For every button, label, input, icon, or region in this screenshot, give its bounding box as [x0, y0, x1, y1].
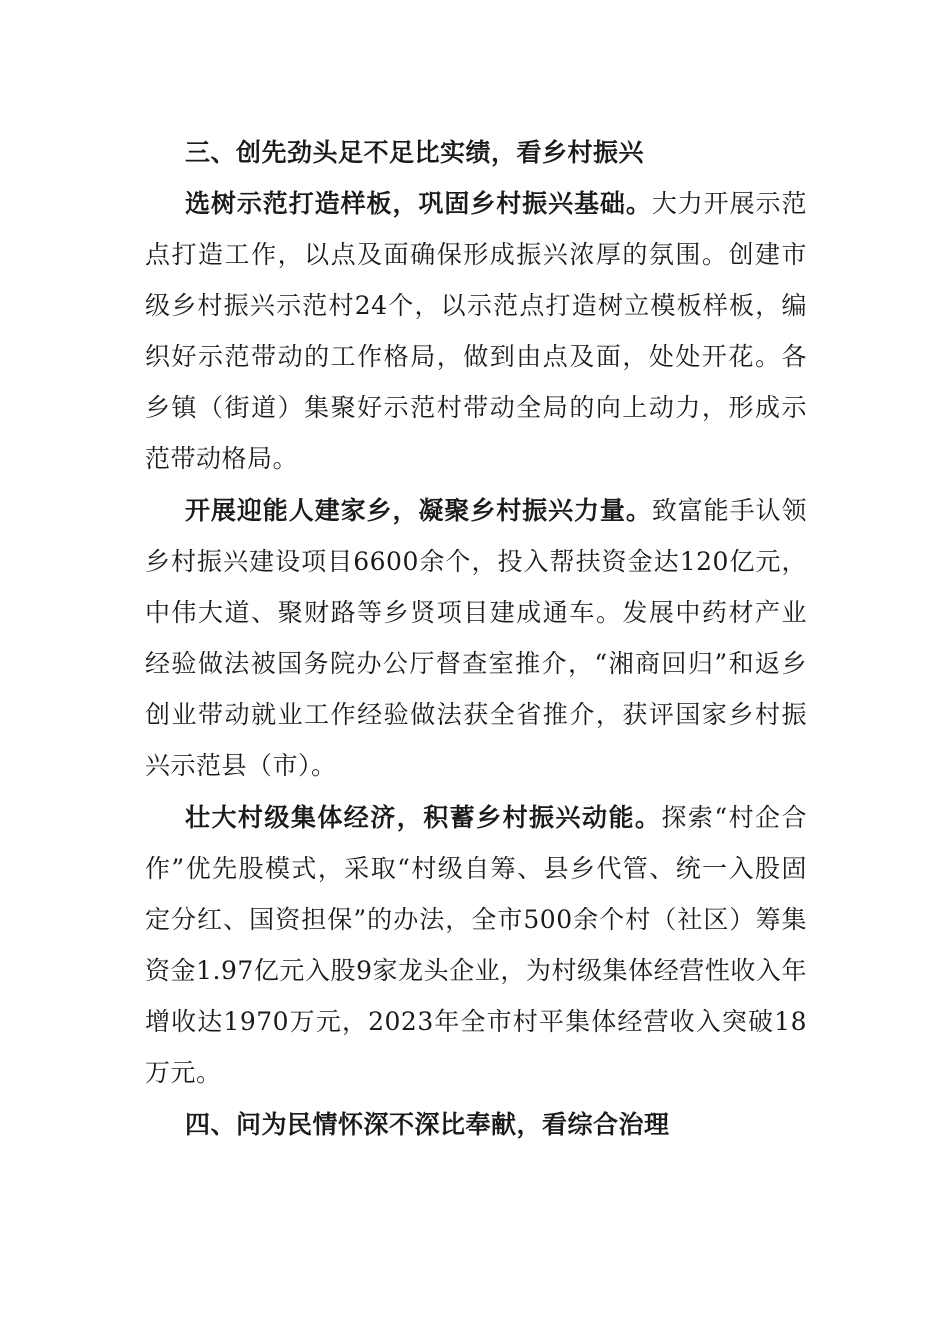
paragraph-1-lead: 选树示范打造样板，巩固乡村振兴基础。: [185, 189, 652, 218]
paragraph-1: [145, 178, 807, 484]
paragraph-3-body: 探索“村企合作”优先股模式，采取“村级自筹、县乡代管、统一入股固定分红、国资担保”的办法，全市500余个村（社区）筹集资金1.97亿元入股9家龙头企业，为村级集体经营性收入年增收达1970万元，2023年全市村平集体经营收入突破18万元。: [145, 803, 807, 1087]
paragraph-1-body: 大力开展示范点打造工作，以点及面确保形成振兴浓厚的氛围。创建市级乡村振兴示范村24个，以示范点打造树立模板样板，编织好示范带动的工作格局，做到由点及面，处处开花。各乡镇（街道）集聚好示范村带动全局的向上动力，形成示范带动格局。: [145, 189, 807, 473]
section-heading-3: 三、创先劲头足不足比实绩，看乡村振兴: [185, 138, 645, 167]
paragraph-3-lead: 壮大村级集体经济，积蓄乡村振兴动能。: [185, 803, 662, 832]
paragraph-2-body: 致富能手认领乡村振兴建设项目6600余个，投入帮扶资金达120亿元，中伟大道、聚财路等乡贤项目建成通车。发展中药材产业经验做法被国务院办公厅督查室推介，“湘商回归”和返乡创业带动就业工作经验做法获全省推介，获评国家乡村振兴示范县（市）。: [145, 496, 807, 780]
paragraph-2-lead: 开展迎能人建家乡，凝聚乡村振兴力量。: [185, 496, 652, 525]
paragraph-2: [145, 485, 807, 791]
section-heading-4: 四、问为民情怀深不深比奉献，看综合治理: [185, 1110, 670, 1139]
document-body: [145, 127, 807, 1150]
paragraph-3: [145, 792, 807, 1098]
